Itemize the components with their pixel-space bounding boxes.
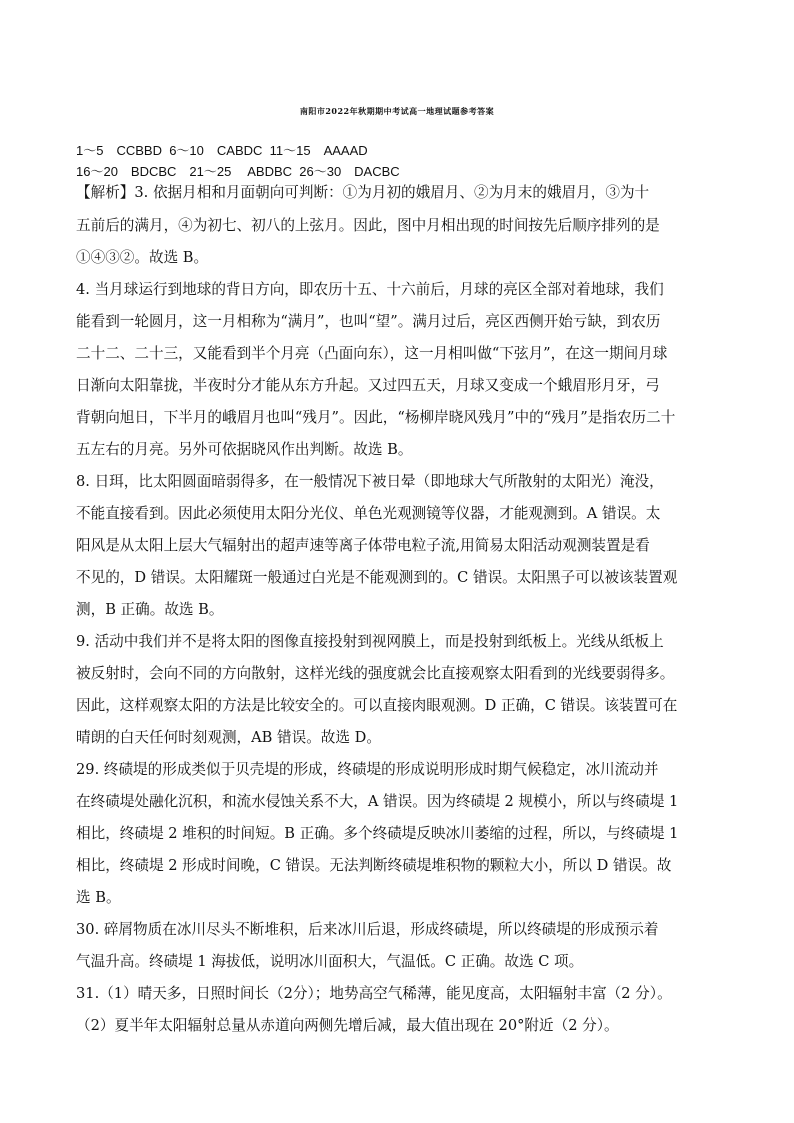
text-line: 背朝向旭日，下半月的峨眉月也叫“残月”。因此，“杨柳岸晓风残月”中的“残月”是指农历二十 bbox=[76, 409, 676, 426]
text-line: 选 B。 bbox=[76, 889, 121, 906]
answer-key-row-2: 16～20 BDCBC 21～25 ABDBC 26～30 DACBC bbox=[76, 164, 400, 179]
text-line: 29. 终碛堤的形成类似于贝壳堤的形成，终碛堤的形成说明形成时期气候稳定，冰川流动并 bbox=[76, 761, 659, 778]
text-line: 被反射时，会向不同的方向散射，这样光线的强度就会比直接观察太阳看到的光线要弱得多。 bbox=[76, 665, 675, 682]
text-line: 日渐向太阳靠拢，半夜时分才能从东方升起。又过四五天，月球又变成一个蛾眉形月牙，弓 bbox=[76, 377, 660, 394]
page-title: 南阳市2022年秋期期中考试高一地理试题参考答案 bbox=[299, 106, 495, 116]
text-line: 不见的，D 错误。太阳耀斑一般通过白光是不能观测到的。C 错误。太阳黑子可以被该装置观 bbox=[76, 569, 678, 586]
text-line: 晴朗的白天任何时刻观测，AB 错误。故选 D。 bbox=[76, 729, 381, 746]
text-line: 9. 活动中我们并不是将太阳的图像直接投射到视网膜上，而是投射到纸板上。光线从纸板上 bbox=[76, 633, 664, 650]
text-line: 30. 碎屑物质在冰川尽头不断堆积，后来冰川后退，形成终碛堤，所以终碛堤的形成预示着 bbox=[76, 921, 659, 938]
text-line: 31.（1）晴天多，日照时间长（2分）；地势高空气稀薄，能见度高，太阳辐射丰富（2 分）。 bbox=[76, 985, 672, 1002]
text-line: （2）夏半年太阳辐射总量从赤道向两侧先增后减，最大值出现在 20°附近（2 分）。 bbox=[76, 1017, 619, 1034]
text-line: 相比，终碛堤 2 形成时间晚，C 错误。无法判断终碛堤堆积物的颗粒大小，所以 D 错误。故 bbox=[76, 857, 672, 874]
text-line: 不能直接看到。因此必须使用太阳分光仪、单色光观测镜等仪器，才能观测到。A 错误。太 bbox=[76, 505, 661, 522]
text-line: 【解析】3. 依据月相和月面朝向可判断：①为月初的娥眉月、②为月末的娥眉月，③为十 bbox=[76, 184, 650, 201]
text-line: 测，B 正确。故选 B。 bbox=[76, 601, 224, 618]
text-line: 因此，这样观察太阳的方法是比较安全的。可以直接肉眼观测。D 正确，C 错误。该装置可在 bbox=[76, 697, 678, 714]
text-line: 8. 日珥，比太阳圆面暗弱得多，在一般情况下被日晕（即地球大气所散射的太阳光）淹没， bbox=[76, 473, 664, 490]
text-line: 在终碛堤处融化沉积，和流水侵蚀关系不大，A 错误。因为终碛堤 2 规模小，所以与终碛堤 1 bbox=[76, 793, 679, 810]
text-line: 五前后的满月，④为初七、初八的上弦月。因此，图中月相出现的时间按先后顺序排列的是 bbox=[76, 217, 660, 234]
text-line: 二十二、二十三，又能看到半个月亮（凸面向东），这一月相叫做“下弦月”，在这一期间月球 bbox=[76, 345, 668, 362]
text-line: 相比，终碛堤 2 堆积的时间短。B 正确。多个终碛堤反映冰川萎缩的过程，所以，与终碛堤 1 bbox=[76, 825, 679, 842]
text-line: 阳风是从太阳上层大气辐射出的超声速等离子体带电粒子流,用简易太阳活动观测装置是看 bbox=[76, 537, 650, 554]
text-line: 气温升高。终碛堤 1 海拔低，说明冰川面积大，气温低。C 正确。故选 C 项。 bbox=[76, 953, 584, 970]
text-line: 五左右的月亮。另外可依据晓风作出判断。故选 B。 bbox=[76, 441, 413, 458]
text-line: 4. 当月球运行到地球的背日方向，即农历十五、十六前后，月球的亮区全部对着地球，我们 bbox=[76, 281, 664, 298]
text-line: ①④③②。故选 B。 bbox=[76, 249, 209, 266]
text-line: 能看到一轮圆月，这一月相称为“满月”，也叫“望”。满月过后，亮区西侧开始亏缺，到农历 bbox=[76, 313, 661, 330]
answer-key-row-1: 1～5 CCBBD 6～10 CABDC 11～15 AAAAD bbox=[76, 143, 368, 158]
